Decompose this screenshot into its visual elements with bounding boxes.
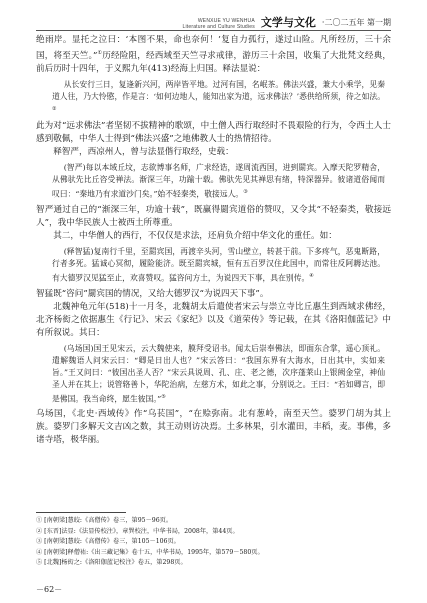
journal-logo: 文学与文化 (260, 16, 316, 29)
journal-latin-line2: Literature and Culture Studies (182, 24, 255, 30)
paragraph: 智猛既“咨问”罽宾国的情况，又给大德罗汉“为说四天下事”。 (36, 288, 269, 299)
article-body (36, 34, 391, 447)
paragraph: 智严通过自己的“渐深三年，功逾十载”，既赢得罽宾道俗的赞叹，又令其“不轻秦类，敬接远人”，我中华民族人士被西土所尊重。 (36, 205, 391, 229)
footnote: ⑤ [北魏]杨衒之:《洛阳伽蓝记校注》卷五，第298页。 (36, 559, 187, 566)
paragraph: 北魏神龟元年(518)十一月冬，北魏胡太后遣使者宋云与崇立寺比丘惠生到西域求佛经，北齐杨衒之依据惠生《行记》、宋云《家纪》以及《道荣传》等记载，在其《洛阳伽蓝记》中有所叙说。其曰： (36, 301, 391, 338)
paragraph: 此为对“远求佛法”者坚韧不拔精神的歌颂，中土僧人西行取经时不畏艰险的行为，令西土人士感到敬佩，中华人士得到“佛法兴盛”之地佛教人士的热情招待。 (36, 121, 391, 145)
paragraph: 绝雨岸。显托之泣曰：‘本图不果，命也奈何！’复自力孤行，遂过山险。凡所经历，三十余国，将至天竺。”①历经险阻，经西域至天竺寻求戒律，游历三十余国，收集了大批梵文经典，前后历时十四年，于义熙九年(413)经海上归国。释法显说： (36, 35, 391, 74)
journal-latin-line1: WENXUE YU WENHUA (197, 18, 255, 24)
paragraph: 乌场国，《北史·西域传》作“乌苌国”，“在赊弥南。北有葱岭，南至天竺。婆罗门胡为其上族。婆罗门多解天文吉凶之数，其王动则访决焉。土多林果，引水灌田，丰稻，麦。事佛，多诸寺塔，极华丽。 (36, 409, 391, 446)
block-quote: (乌场国)国王见宋云，云大魏使来，膜拜受诏书。闻太后崇奉佛法，即面东合掌，遥心顶礼。遣解魏语人问宋云曰：“卿是日出人也？”宋云答曰：“我国东界有大海水，日出其中，实如来旨。”王又问曰：“彼国出圣人否？”宋云具说周、孔、庄、老之德，次序蓬莱山上银阙金堂，神仙圣人并在其上；说管辂善卜，华陀治病，左慈方术，如此之事，分别说之。王曰：“若如卿言，即是佛国。我当命终，愿生彼国。”⑤ (52, 343, 385, 404)
block-quote: (释智猛)复南行千里，至罽宾国，再渡辛头河，雪山壁立，转甚于前。下多疼气，恶鬼断路，行者多死。猛诚心冥彻，履险能济。既至罽宾城，恒有五百罗汉住此国中，而常往反阿耨达池。有大德罗汉见猛至止，欢喜赞叹。猛咨问方土，为说四天下事，具在别传。④ (52, 247, 385, 283)
paragraph: 其二，中华僧人的西行，不仅仅是求法，还肩负介绍中华文化的重任。如： (53, 231, 337, 242)
page-number: －62－ (36, 585, 63, 594)
block-quote: 从长安行三日，复逢新兴河，两岸皆平地。过河有国，名岷茶。佛法兴盛，兼大小乘学，见秦道人往，乃大怜愍，作是言：‘如何边地人，能知出家为道，远求佛法？’悉供给所须，待之如法。② (52, 79, 385, 112)
paragraph: 释智严，西凉州人，曾与法显偕行取经，史载： (53, 147, 234, 158)
running-header (36, 8, 391, 31)
footnote: ③ [南朝梁]慧皎:《高僧传》卷三，第105－106页。 (36, 538, 180, 545)
footnote: ① [南朝梁]慧皎:《高僧传》卷三，第95－96页。 (36, 517, 173, 524)
journal-latin-name (182, 18, 254, 30)
issue-label: ·二〇二五年 第一期 (321, 18, 391, 27)
footnotes (36, 512, 391, 569)
footnote: ④ [南朝梁]释僧祐:《出三藏记集》卷十五，中华书局，1995年，第579－580页。 (36, 548, 264, 556)
footnote: ② [东晋]法显:《法显传校注》，章巽校注，中华书局，2008年，第44页。 (36, 527, 239, 535)
block-quote: (智严)每以本域丘坟，志欲博事名师，广求经诰，遂周流西国，进到罽宾。入摩天陀罗精舍，从佛驮先比丘咨受禅法。渐深三年，功踰十载。佛驮先见其禅思有绪，特深器异。彼诸道俗闻而叹曰：“秦地乃有求道沙门矣。”始不轻秦类，敬接远人。③ (52, 163, 385, 200)
footnote-rule (36, 512, 126, 513)
